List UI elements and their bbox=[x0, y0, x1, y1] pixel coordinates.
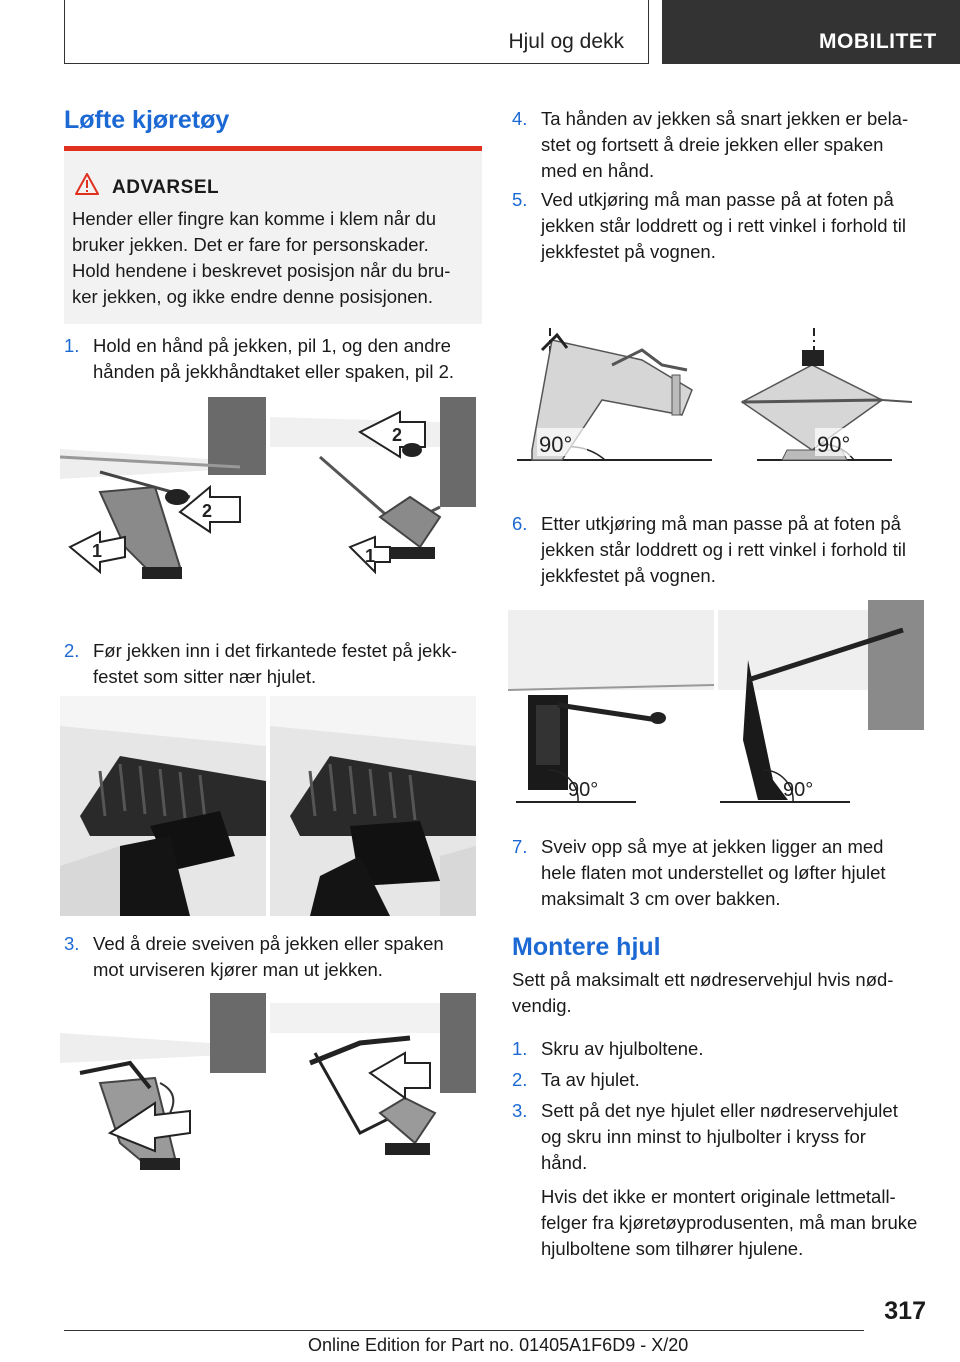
step-item bbox=[512, 106, 932, 184]
arrow-label-1: 1 bbox=[365, 546, 376, 566]
step-number: 4. bbox=[512, 108, 528, 129]
step-line: Skru av hjulboltene. bbox=[541, 1038, 704, 1059]
step-line: festet som sitter nær hjulet. bbox=[93, 666, 317, 687]
step-number: 5. bbox=[512, 189, 528, 210]
intro-line: Sett på maksimalt ett nødreservehjul hvis nød- bbox=[512, 969, 894, 990]
header-section-title: Hjul og dekk bbox=[508, 30, 624, 53]
step-number: 1. bbox=[64, 335, 80, 356]
step-item bbox=[512, 1067, 932, 1093]
step-line: Hold en hånd på jekken, pil 1, og den andre bbox=[93, 335, 451, 356]
note-paragraph bbox=[541, 1184, 941, 1262]
step-line: hele flaten mot understellet og løfter hjulet bbox=[541, 862, 886, 883]
step-item bbox=[512, 1098, 932, 1176]
header-chapter-title: MOBILITET bbox=[819, 30, 937, 53]
step-line: Ved å dreie sveiven på jekken eller spaken bbox=[93, 933, 444, 954]
angle-label: 90° bbox=[568, 779, 599, 801]
step-line: maksimalt 3 cm over bakken. bbox=[541, 888, 781, 909]
step-line: jekken står loddrett og i rett vinkel i forhold til bbox=[541, 215, 907, 236]
step-number: 7. bbox=[512, 836, 528, 857]
step-number: 2. bbox=[64, 640, 80, 661]
step-line: jekkfestet på vognen. bbox=[541, 565, 716, 586]
jack-crank-figure bbox=[60, 993, 476, 1187]
warning-line: ker jekken, og ikke endre denne posisjonen. bbox=[72, 286, 433, 307]
step-item bbox=[512, 187, 932, 265]
step-item bbox=[64, 333, 484, 385]
section-heading-mount: Montere hjul bbox=[512, 933, 661, 961]
step-number: 2. bbox=[512, 1069, 528, 1090]
step-line: Før jekken inn i det firkantede festet på jekk- bbox=[93, 640, 458, 661]
step-line: hånd. bbox=[541, 1152, 588, 1173]
arrow-label-2: 2 bbox=[392, 425, 403, 445]
warning-line: Hold hendene i beskrevet posisjon når du bru- bbox=[72, 260, 451, 281]
warning-line: Hender eller fingre kan komme i klem når du bbox=[72, 208, 436, 229]
warning-triangle-icon bbox=[75, 173, 99, 195]
header-chapter-tab bbox=[662, 0, 960, 64]
step-line: Ta av hjulet. bbox=[541, 1069, 640, 1090]
section-heading-lift: Løfte kjøretøy bbox=[64, 106, 230, 134]
step-line: jekkfestet på vognen. bbox=[541, 241, 716, 262]
step-line: Etter utkjøring må man passe på at foten på bbox=[541, 513, 901, 534]
angle-label: 90° bbox=[783, 779, 814, 801]
warning-line: bruker jekken. Det er fare for personskader. bbox=[72, 234, 429, 255]
step-line: hånden på jekkhåndtaket eller spaken, pil 2. bbox=[93, 361, 455, 382]
step-item bbox=[512, 1036, 932, 1062]
step-line: med en hånd. bbox=[541, 160, 655, 181]
intro-paragraph bbox=[512, 967, 932, 1019]
step-item bbox=[64, 638, 484, 690]
step-line: Sett på det nye hjulet eller nødreservehjulet bbox=[541, 1100, 898, 1121]
warning-box bbox=[64, 146, 482, 324]
warning-title: ADVARSEL bbox=[112, 177, 220, 198]
step-line: mot urviseren kjører man ut jekken. bbox=[93, 959, 383, 980]
note-line: felger fra kjøretøyprodusenten, må man bruke bbox=[541, 1212, 918, 1233]
step-line: stet og fortsett å dreie jekken eller spaken bbox=[541, 134, 884, 155]
arrow-label-2: 2 bbox=[202, 501, 213, 521]
step-line: Sveiv opp så mye at jekken ligger an med bbox=[541, 836, 884, 857]
step-item bbox=[512, 834, 932, 912]
intro-line: vendig. bbox=[512, 995, 572, 1016]
warning-text bbox=[72, 206, 474, 310]
step-number: 1. bbox=[512, 1038, 528, 1059]
step-number: 6. bbox=[512, 513, 528, 534]
note-line: hjulboltene som tilhører hjulene. bbox=[541, 1238, 804, 1259]
step-item bbox=[512, 511, 932, 589]
note-line: Hvis det ikke er montert originale lettmetall- bbox=[541, 1186, 896, 1207]
page-number: 317 bbox=[884, 1297, 926, 1325]
step-line: og skru inn minst to hjulbolter i kryss for bbox=[541, 1126, 866, 1147]
jack-vertical-photo-figure bbox=[508, 600, 924, 805]
footer-divider bbox=[64, 1330, 864, 1331]
step-number: 3. bbox=[64, 933, 80, 954]
footer-edition: Online Edition for Part no. 01405A1F6D9 - X/20 bbox=[308, 1335, 689, 1355]
jack-point-figure bbox=[60, 696, 476, 916]
arrow-label-1: 1 bbox=[92, 541, 103, 561]
jack-hand-position-figure bbox=[60, 397, 476, 593]
step-item bbox=[64, 931, 484, 983]
step-line: Ta hånden av jekken så snart jekken er bela- bbox=[541, 108, 909, 129]
jack-90-degree-diagram bbox=[512, 320, 918, 466]
header-section-box bbox=[64, 0, 649, 64]
step-line: jekken står loddrett og i rett vinkel i forhold til bbox=[541, 539, 907, 560]
step-line: Ved utkjøring må man passe på at foten på bbox=[541, 189, 894, 210]
step-number: 3. bbox=[512, 1100, 528, 1121]
angle-label: 90° bbox=[817, 432, 851, 457]
angle-label: 90° bbox=[539, 432, 573, 457]
